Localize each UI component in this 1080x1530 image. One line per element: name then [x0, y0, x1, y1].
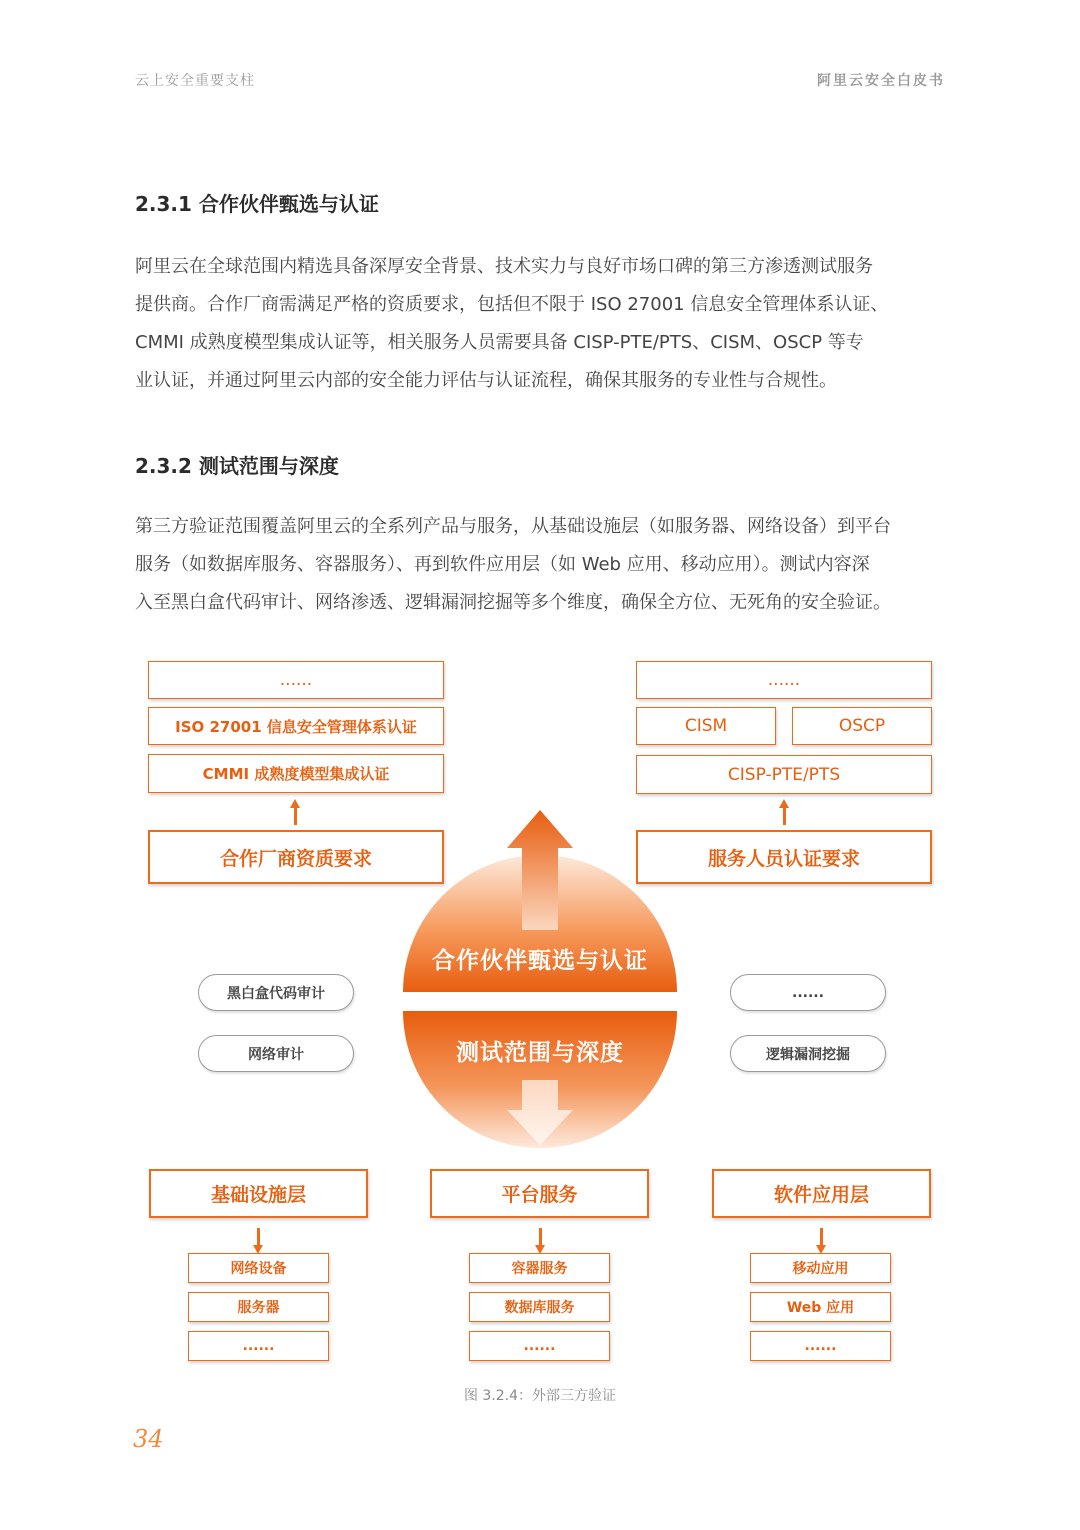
- staff-certification-requirements: 服务人员认证要求: [636, 830, 932, 884]
- paragraph-line: 服务（如数据库服务、容器服务）、再到软件应用层（如 Web 应用、移动应用）。测试内容深: [135, 554, 870, 575]
- layer-item: ......: [188, 1331, 329, 1361]
- running-header-right: 阿里云安全白皮书: [817, 73, 945, 89]
- arrow-down-icon: [535, 1228, 545, 1254]
- paragraph-line: CMMI 成熟度模型集成认证等，相关服务人员需要具备 CISP-PTE/PTS、CISM、OSCP 等专: [135, 332, 864, 353]
- paragraph-line: 业认证，并通过阿里云内部的安全能力评估与认证流程，确保其服务的专业性与合规性。: [135, 370, 837, 391]
- running-header-left: 云上安全重要支柱: [135, 73, 255, 89]
- layer-platform: 平台服务: [430, 1169, 649, 1218]
- partner-qualification-requirements: 合作厂商资质要求: [148, 830, 444, 884]
- layer-item: 移动应用: [750, 1253, 891, 1283]
- layer-item: ......: [750, 1331, 891, 1361]
- pill-network-audit: 网络审计: [198, 1035, 354, 1072]
- layer-infrastructure: 基础设施层: [149, 1169, 368, 1218]
- arrow-down-icon: [253, 1228, 263, 1254]
- arrow-up-icon: [779, 799, 789, 825]
- partner-qual-cmmi: CMMI 成熟度模型集成认证: [148, 754, 444, 793]
- layer-application: 软件应用层: [712, 1169, 931, 1218]
- pill-logic-vuln: 逻辑漏洞挖掘: [730, 1035, 886, 1072]
- section-body-partner-selection: [135, 248, 947, 400]
- figure-caption: 图 3.2.4：外部三方验证: [463, 1388, 617, 1404]
- page-number: 34: [133, 1425, 164, 1453]
- section-heading-partner-selection: 2.3.1 合作伙伴甄选与认证: [135, 192, 379, 216]
- partner-qual-iso27001: ISO 27001 信息安全管理体系认证: [148, 707, 444, 745]
- partner-qual-more: ......: [148, 661, 444, 699]
- paragraph-line: 第三方验证范围覆盖阿里云的全系列产品与服务，从基础设施层（如服务器、网络设备）到平台: [135, 516, 891, 537]
- staff-cert-oscp: OSCP: [792, 707, 932, 745]
- layer-item: 服务器: [188, 1292, 329, 1322]
- circle-label-partner-selection: 合作伙伴甄选与认证: [432, 948, 648, 974]
- layer-item: ......: [469, 1331, 610, 1361]
- layer-item: Web 应用: [750, 1292, 891, 1322]
- staff-cert-cisp-pte-pts: CISP-PTE/PTS: [636, 755, 932, 794]
- layer-item: 网络设备: [188, 1253, 329, 1283]
- layer-item: 数据库服务: [469, 1292, 610, 1322]
- circle-label-test-scope: 测试范围与深度: [456, 1040, 624, 1066]
- section-body-test-scope: [135, 508, 947, 622]
- section-heading-test-scope: 2.3.2 测试范围与深度: [135, 454, 339, 478]
- arrow-down-icon: [816, 1228, 826, 1254]
- pill-more: ......: [730, 974, 886, 1011]
- paragraph-line: 入至黑白盒代码审计、网络渗透、逻辑漏洞挖掘等多个维度，确保全方位、无死角的安全验证。: [135, 592, 891, 613]
- central-circle-graphic: [380, 805, 700, 1150]
- staff-cert-cism: CISM: [636, 707, 776, 745]
- staff-cert-more: ......: [636, 661, 932, 699]
- arrow-up-icon: [290, 799, 300, 825]
- paragraph-line: 提供商。合作厂商需满足严格的资质要求，包括但不限于 ISO 27001 信息安全管理体系认证、: [135, 294, 889, 315]
- layer-item: 容器服务: [469, 1253, 610, 1283]
- paragraph-line: 阿里云在全球范围内精选具备深厚安全背景、技术实力与良好市场口碑的第三方渗透测试服务: [135, 256, 873, 277]
- pill-code-audit: 黑白盒代码审计: [198, 974, 354, 1011]
